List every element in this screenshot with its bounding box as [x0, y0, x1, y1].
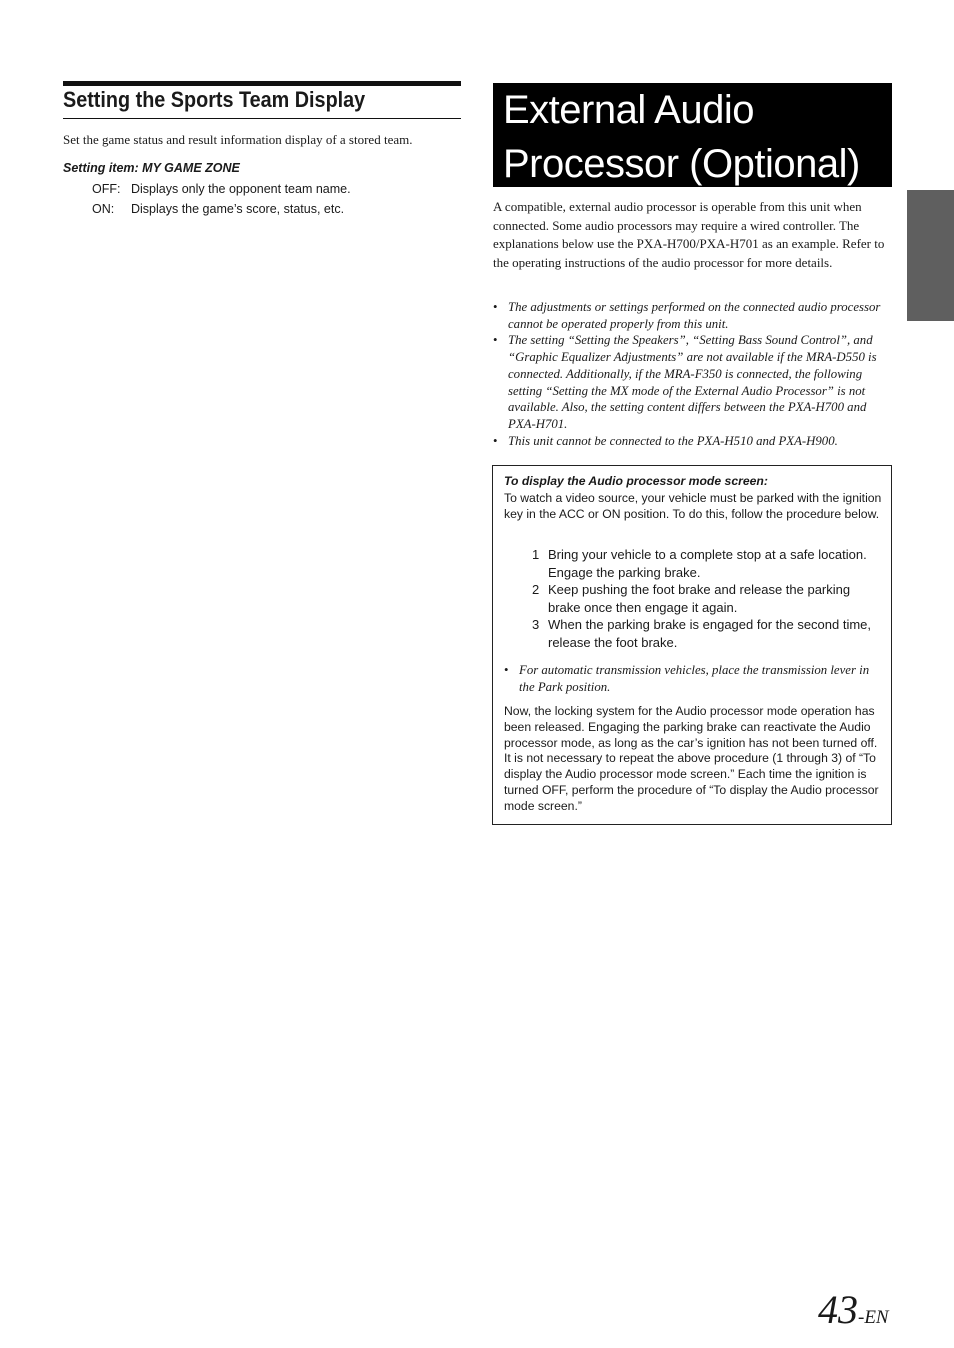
option-key: ON: — [92, 202, 115, 216]
chapter-title — [493, 83, 892, 187]
section-intro: Set the game status and result information display of a stored team. — [63, 132, 413, 147]
note-text: The adjustments or settings performed on the connected audio processor cannot be operated properly from this unit. — [508, 300, 881, 331]
heading-rule-bottom — [63, 118, 461, 119]
setting-item-label: Setting item: MY GAME ZONE — [63, 161, 240, 175]
chapter-title-line: Processor (Optional) — [503, 142, 860, 186]
note-item — [493, 299, 893, 332]
step-text: When the parking brake is engaged for the second time, release the foot brake. — [548, 617, 872, 650]
note-item — [493, 332, 893, 432]
option-desc: Displays only the opponent team name. — [131, 182, 351, 196]
procedure-outro: Now, the locking system for the Audio processor mode operation has been released. Engaging the parking brake can reactivate the Audio processor mode, as long as the car’s ignition has not been turned off. It is not necessary to repeat the above procedure (1 through 3) of “To display the Audio processor mode screen.” Each time the ignition is turned OFF, perform the procedure of “To display the Audio processor mode screen.” — [504, 704, 879, 813]
note-text: For automatic transmission vehicles, place the transmission lever in the Park position. — [519, 663, 870, 694]
option-key: OFF: — [92, 182, 121, 196]
procedure-step — [530, 581, 882, 616]
section-heading: Setting the Sports Team Display — [63, 87, 366, 112]
step-number: 1 — [532, 547, 540, 562]
note-text: This unit cannot be connected to the PXA-H510 and PXA-H900. — [508, 433, 838, 448]
bullet: • — [493, 433, 498, 448]
page-number-value: 43 — [818, 1287, 858, 1332]
notes-list — [493, 299, 893, 449]
chapter-intro: A compatible, external audio processor is operable from this unit when connected. Some audio processors may require a wired controller. The explanations below use the PXA-H700/PXA-H701 as an example. Refer to the operating instructions of the audio processor for more details. — [493, 199, 885, 270]
procedure-note — [504, 662, 884, 695]
step-text: Keep pushing the foot brake and release the parking brake once then engage it again. — [548, 582, 851, 615]
chapter-tab — [907, 190, 954, 321]
step-number: 3 — [532, 617, 540, 633]
note-text: The setting “Setting the Speakers”, “Setting Bass Sound Control”, and “Graphic Equalizer Adjustments” are not available if the MRA-D550 is connected. Additionally, if the MRA-F350 is connected, the following setting “Setting the MX mode of the External Audio Processor” is not available. Also, the setting content differs between the PXA-H700 and PXA-H701. — [508, 333, 877, 431]
chapter-title-line: External Audio — [503, 88, 754, 132]
procedure-intro: To watch a video source, your vehicle must be parked with the ignition key in the ACC or ON position. To do this, follow the procedure below. — [504, 491, 882, 521]
procedure-title: To display the Audio processor mode screen: — [504, 474, 768, 488]
procedure-step — [530, 616, 882, 651]
page-number-suffix: -EN — [858, 1307, 889, 1328]
bullet: • — [493, 333, 498, 348]
option-off — [92, 180, 351, 198]
procedure-steps — [530, 546, 882, 652]
bullet: • — [493, 300, 498, 314]
note-item — [504, 662, 884, 695]
step-number: 2 — [532, 582, 540, 598]
note-item — [493, 433, 893, 450]
page-number — [818, 1285, 889, 1343]
procedure-step — [530, 546, 882, 581]
option-desc: Displays the game’s score, status, etc. — [131, 202, 345, 216]
bullet: • — [504, 663, 509, 677]
option-on — [92, 200, 344, 218]
step-text: Bring your vehicle to a complete stop at a safe location. Engage the parking brake. — [548, 547, 867, 580]
